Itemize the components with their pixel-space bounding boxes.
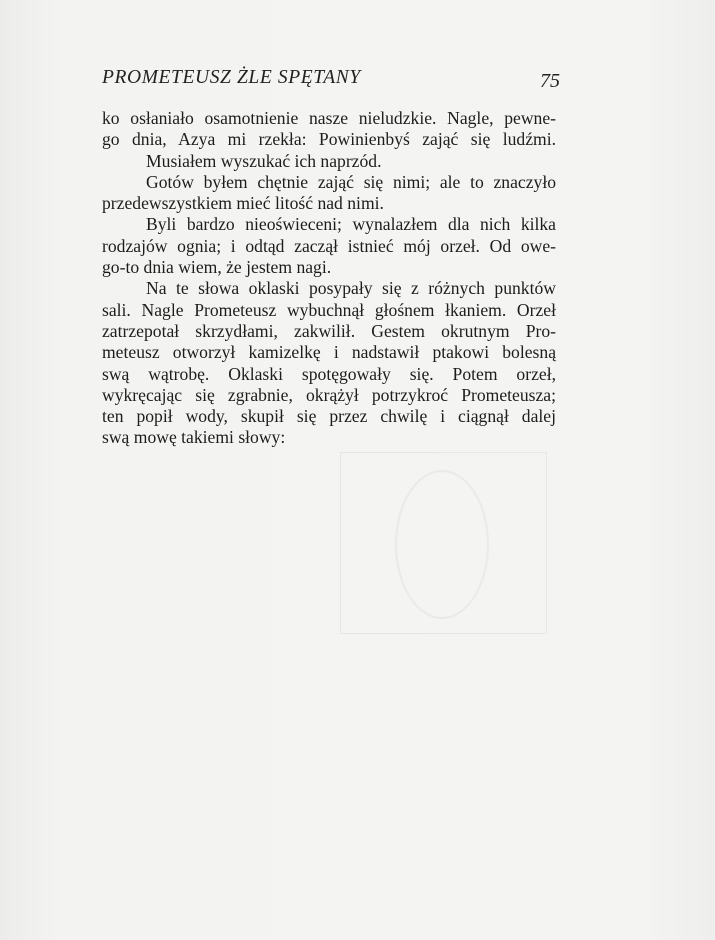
text-line: zatrzepotał skrzydłami, zakwilił. Gestem okrutnym Pro- xyxy=(102,320,556,341)
text-line: Gotów byłem chętnie zająć się nimi; ale to znaczyło xyxy=(146,171,556,192)
text-line: ten popił wody, skupił się przez chwilę i ciągnął dalej xyxy=(102,406,556,427)
text-line: Byli bardzo nieoświeceni; wynalazłem dla nich kilka xyxy=(146,214,556,235)
text-line: go dnia, Azya mi rzekła: Powinienbyś zająć się ludźmi. xyxy=(102,129,556,150)
running-title: PROMETEUSZ ŻLE SPĘTANY xyxy=(102,67,361,88)
text-line: go-to dnia wiem, że jestem nagi. xyxy=(102,257,332,278)
show-through-illustration xyxy=(395,470,489,619)
text-line: swą wątrobę. Oklaski spotęgowały się. Potem orzeł, xyxy=(102,363,556,384)
text-line: ko osłaniało osamotnienie nasze nieludzkie. Nagle, pewne- xyxy=(102,108,556,128)
text-line: swą mowę takiemi słowy: xyxy=(102,427,286,448)
text-line: Musiałem wyszukać ich naprzód. xyxy=(146,150,382,171)
page-number: 75 xyxy=(540,70,560,92)
text-line: przedewszystkiem mieć litość nad nimi. xyxy=(102,193,384,214)
text-line: wykręcając się zgrabnie, okrążył potrzykroć Prometeusza; xyxy=(102,384,556,405)
text-line: rodzajów ognia; i odtąd zaczął istnieć mój orzeł. Od owe- xyxy=(102,235,556,256)
text-line: Na te słowa oklaski posypały się z różnych punktów xyxy=(146,278,556,299)
text-line: sali. Nagle Prometeusz wybuchnął głośnem łkaniem. Orzeł xyxy=(102,299,556,320)
body-text xyxy=(102,108,556,449)
text-line: meteusz otworzył kamizelkę i nadstawił ptakowi bolesną xyxy=(102,342,556,363)
